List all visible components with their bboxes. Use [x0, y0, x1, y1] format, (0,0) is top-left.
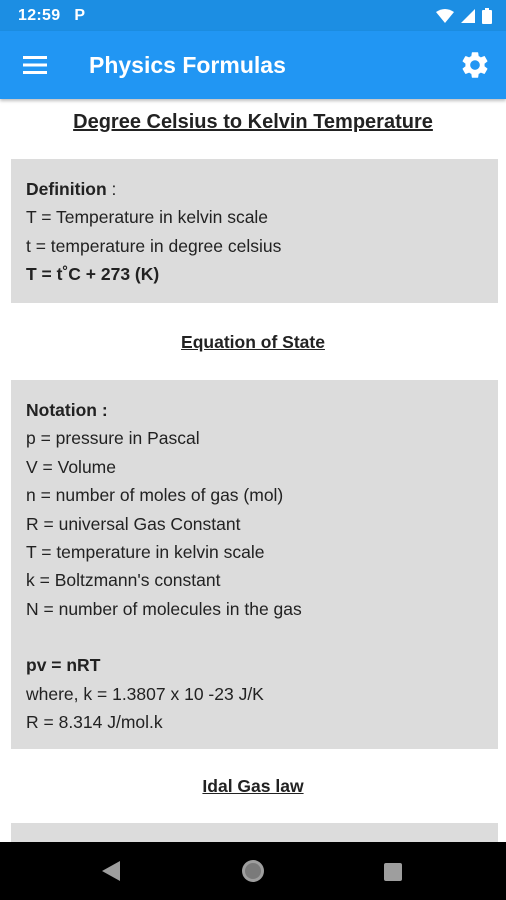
home-button[interactable]: [239, 857, 267, 885]
signal-icon: [461, 9, 475, 23]
section-title-equation-of-state: Equation of State: [181, 332, 325, 352]
system-nav-bar: [0, 842, 506, 900]
page-title: Degree Celsius to Kelvin Temperature: [73, 111, 433, 133]
notation-line: n = number of moles of gas (mol): [26, 485, 284, 506]
definition-line: T = Temperature in kelvin scale: [26, 207, 269, 228]
back-triangle-icon: [102, 861, 120, 881]
recents-square-icon: [384, 863, 402, 881]
definition-box: [11, 159, 498, 303]
status-bar: [0, 0, 506, 31]
recents-button[interactable]: [380, 859, 406, 885]
notation-line: T = temperature in kelvin scale: [26, 542, 265, 563]
app-title: Physics Formulas: [89, 51, 286, 78]
section-title-ideal-gas-law: Idal Gas law: [202, 776, 304, 796]
battery-icon: [482, 8, 492, 24]
spacer: [26, 623, 483, 651]
definition-heading: [26, 175, 483, 203]
gear-icon: [459, 49, 491, 81]
notation-line: k = Boltzmann's constant: [26, 570, 221, 591]
notation-line: p = pressure in Pascal: [26, 428, 200, 449]
content-area[interactable]: [0, 99, 506, 842]
menu-button[interactable]: [0, 31, 70, 99]
notification-p-icon: P: [74, 6, 86, 24]
back-button[interactable]: [96, 858, 126, 884]
settings-button[interactable]: [444, 31, 506, 99]
notation-formula: pv = nRT: [26, 655, 101, 676]
definition-heading-bold: Definition: [26, 179, 107, 199]
definition-heading-rest: :: [106, 179, 117, 199]
wifi-icon: [436, 9, 454, 23]
notation-line: V = Volume: [26, 456, 116, 477]
status-time: 12:59: [18, 6, 61, 24]
notation-line: N = number of molecules in the gas: [26, 598, 302, 619]
notation-extra-line: where, k = 1.3807 x 10 -23 J/K: [26, 683, 264, 704]
notation-box: [11, 380, 498, 749]
hamburger-menu-icon: [23, 56, 47, 74]
status-icons: [436, 8, 492, 24]
definition-line: t = temperature in degree celsius: [26, 235, 282, 256]
app-bar: [0, 31, 506, 99]
ideal-gas-box: [11, 823, 498, 842]
home-circle-icon: [241, 859, 265, 883]
notation-line: R = universal Gas Constant: [26, 513, 241, 534]
definition-formula: T = t˚C + 273 (K): [26, 264, 160, 285]
notation-extra-line: R = 8.314 J/mol.k: [26, 712, 163, 733]
notation-heading: Notation :: [26, 400, 108, 420]
